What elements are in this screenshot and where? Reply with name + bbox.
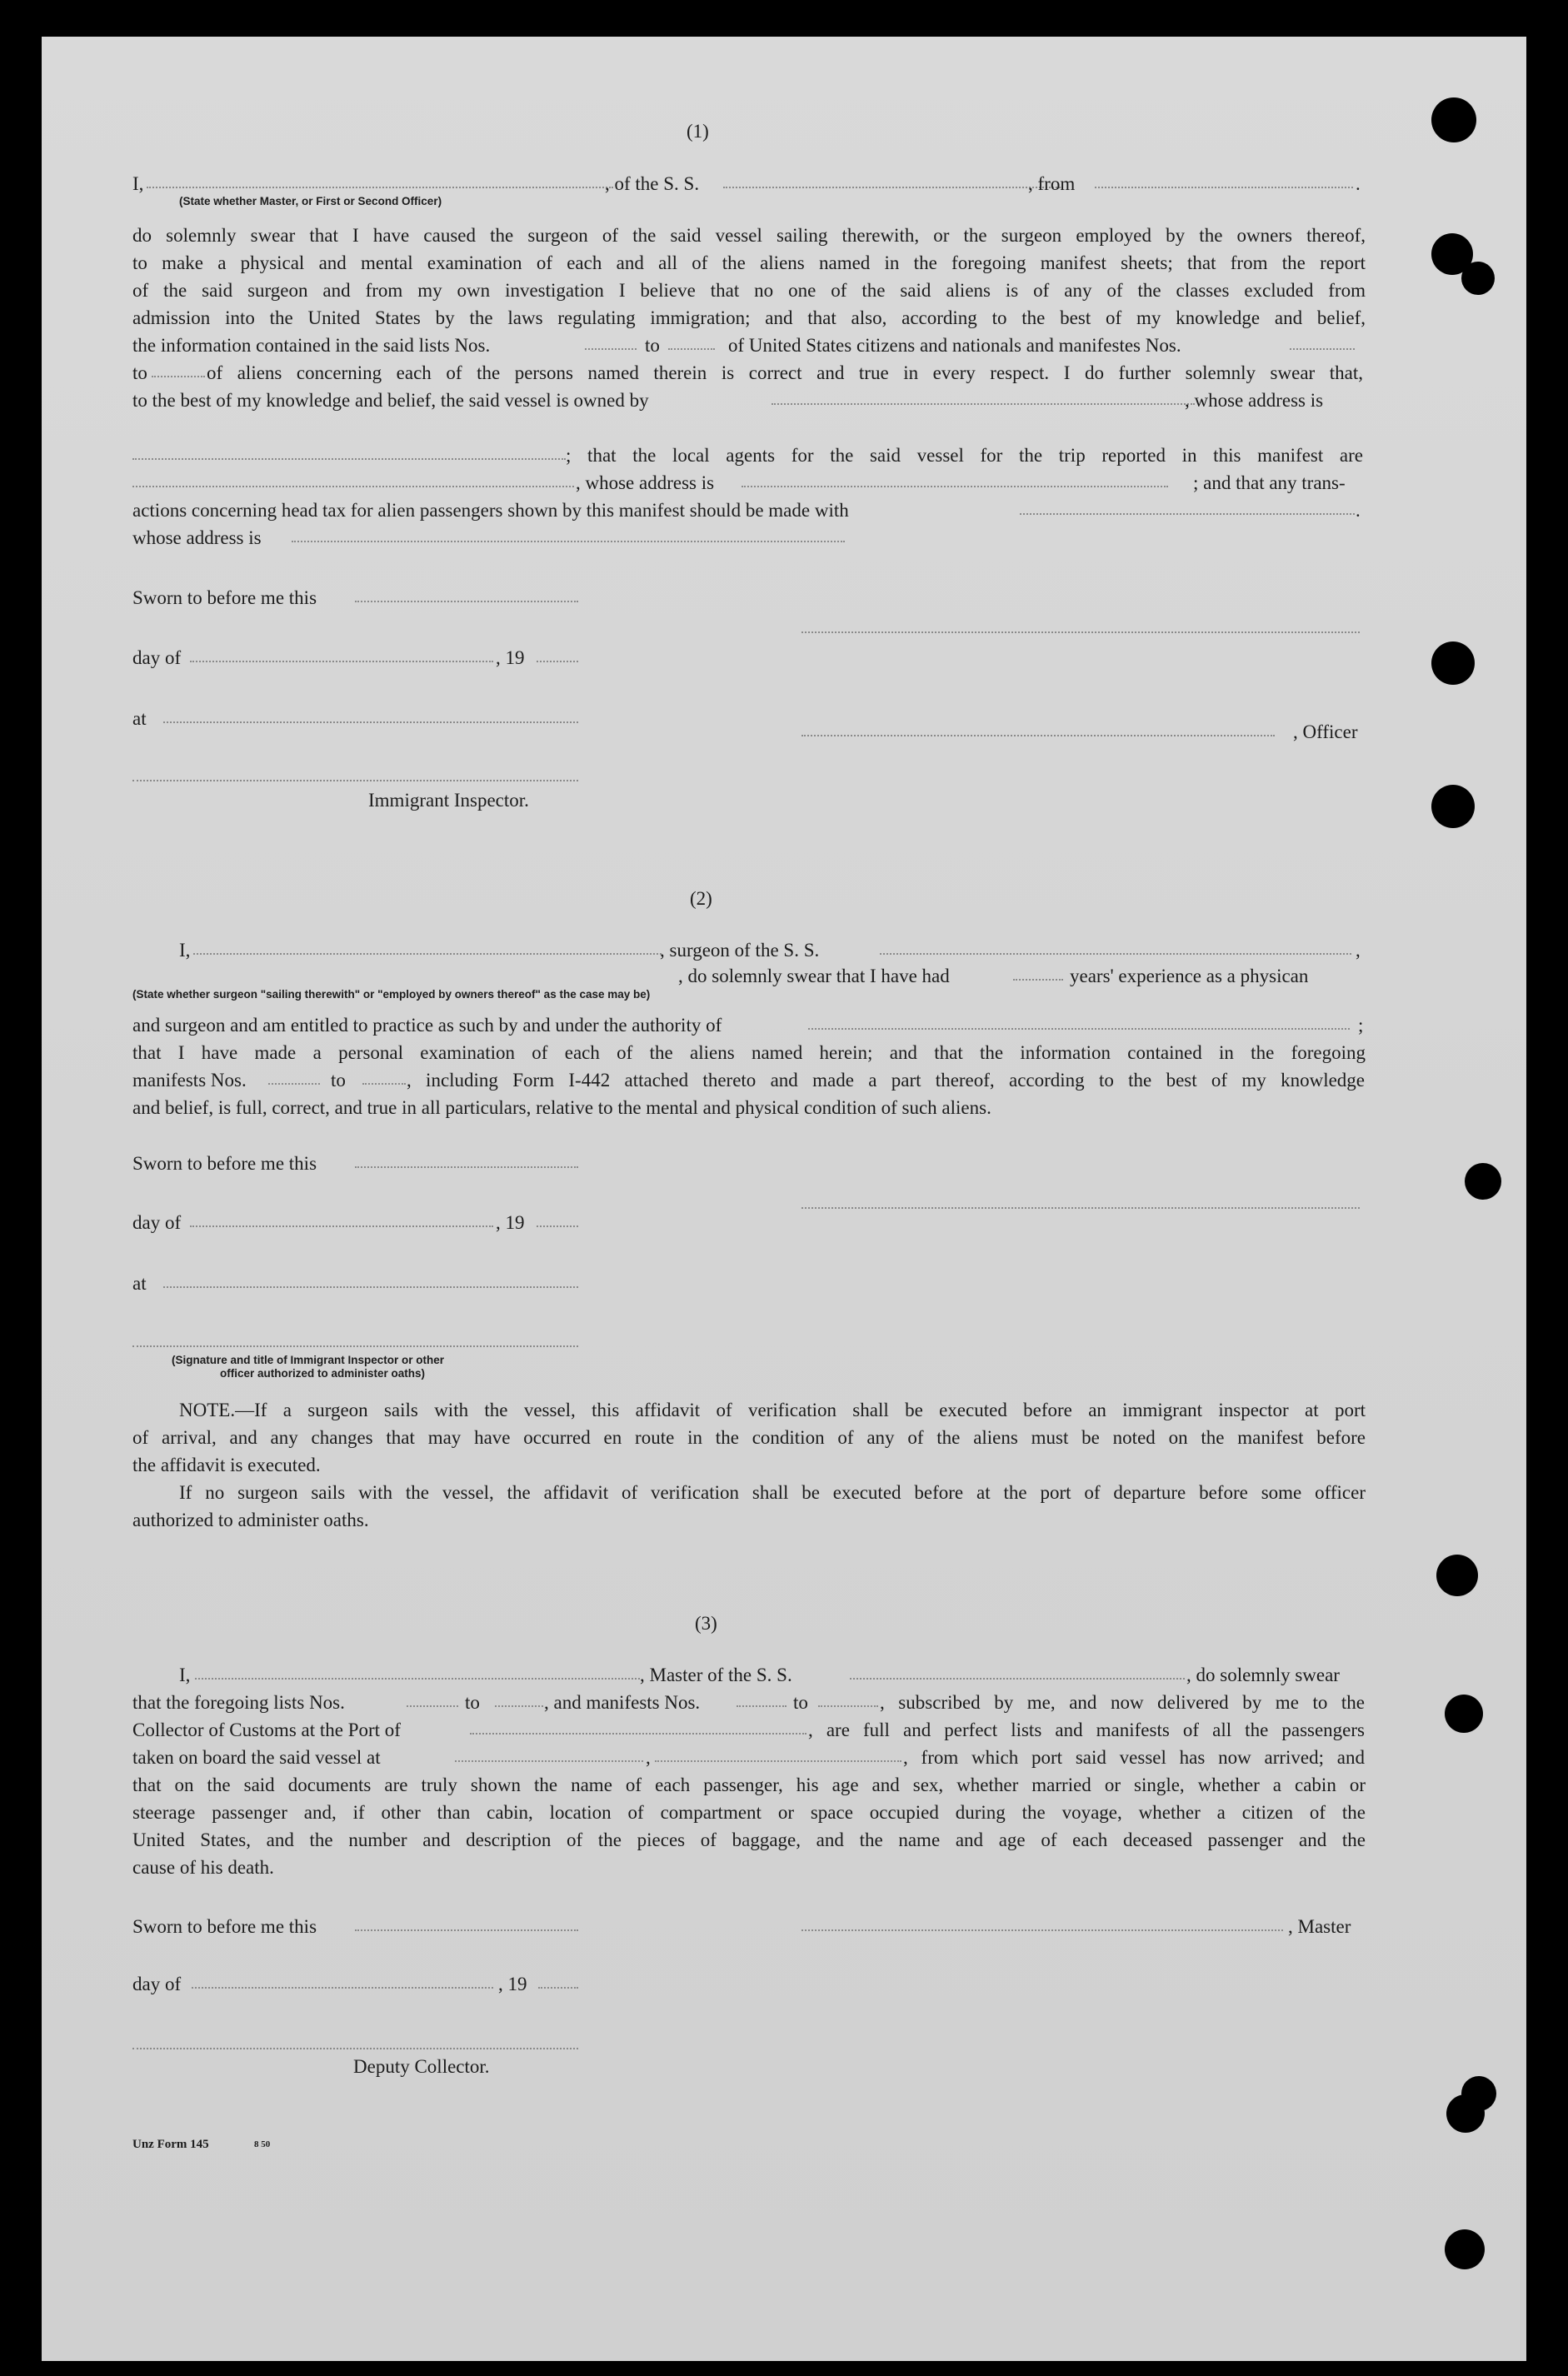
- s1-correct-text: of aliens concerning each of the persons named therein is correct and true in every respect. I do further solemnly swear that,: [207, 362, 1363, 383]
- s2-experience-label: years' experience as a physican: [1070, 966, 1309, 986]
- s3-manifests-label: , and manifests Nos.: [544, 1692, 701, 1713]
- s3-to-label: to: [465, 1692, 480, 1713]
- s3-lists-from-field[interactable]: [407, 1705, 458, 1707]
- s1-from-field[interactable]: [1095, 187, 1353, 188]
- s1-to-label: to: [645, 335, 660, 356]
- s3-swear-label: , do solemnly swear: [1186, 1665, 1340, 1685]
- s3-sworn-label: Sworn to before me this: [132, 1916, 317, 1937]
- s2-month-field[interactable]: [190, 1225, 493, 1227]
- s1-year-label: , 19: [496, 647, 525, 668]
- s1-agents-field[interactable]: [132, 486, 574, 487]
- s3-lists-label: that the foregoing lists Nos.: [132, 1692, 345, 1713]
- s1-text-line: to make a physical and mental examination of each and all of the aliens named in the foregoing manifest sheets; that from the report: [132, 252, 1366, 273]
- s1-officer-signature-field[interactable]: [801, 735, 1275, 736]
- s2-place-field[interactable]: [163, 1286, 578, 1288]
- section-1-number: (1): [687, 121, 709, 142]
- s1-lists-from-field[interactable]: [585, 348, 637, 350]
- s1-from-label: , from: [1028, 173, 1076, 194]
- s1-inspector-field[interactable]: [132, 780, 578, 781]
- form-code: 8 50: [254, 2139, 271, 2149]
- s1-head-tax-field[interactable]: [1020, 513, 1355, 515]
- s1-head-tax-address-field[interactable]: [292, 541, 845, 542]
- s1-whose-address-label: , whose address is: [1185, 390, 1324, 411]
- s1-citizens-label: of United States citizens and nationals and manifestes Nos.: [728, 335, 1181, 356]
- s2-authority-label: and surgeon and am entitled to practice as such by and under the authority of: [132, 1015, 722, 1036]
- s3-master-name-field[interactable]: [195, 1678, 640, 1680]
- s2-comma: ,: [1356, 940, 1361, 961]
- s2-text-line: that I have made a personal examination of each of the aliens named herein; and that the information contained in the foregoing: [132, 1042, 1366, 1063]
- s3-lists-to-field[interactable]: [495, 1705, 543, 1707]
- binder-hole: [1436, 1555, 1478, 1596]
- s3-text-line: that on the said documents are truly shown the name of each passenger, his age and sex, whether married or single, whether a cabin or: [132, 1775, 1366, 1795]
- s1-text-line: of the said surgeon and from my own investigation I believe that no one of the said aliens is of any of the classes excluded from: [132, 280, 1366, 301]
- s2-sworn-label: Sworn to before me this: [132, 1153, 317, 1174]
- s3-text-line: United States, and the number and description of the pieces of baggage, and the name and age of each deceased passenger and the: [132, 1829, 1366, 1850]
- s3-comma: ,: [646, 1747, 651, 1768]
- s1-owned-label: to the best of my knowledge and belief, the said vessel is owned by: [132, 390, 649, 411]
- s3-month-field[interactable]: [192, 1987, 493, 1989]
- s2-day-of-label: day of: [132, 1212, 182, 1233]
- s1-owner-field[interactable]: [772, 403, 1195, 405]
- binder-hole: [1461, 262, 1495, 295]
- s1-month-field[interactable]: [190, 661, 493, 662]
- s1-officer-note: (State whether Master, or First or Second Officer): [179, 195, 442, 207]
- s3-manifests-to-field[interactable]: [818, 1705, 878, 1707]
- s1-text-line: admission into the United States by the laws regulating immigration; and that also, according to the best of my knowledge and belief,: [132, 307, 1366, 328]
- s1-officer-name-field[interactable]: [147, 187, 613, 188]
- s1-at-label: at: [132, 708, 147, 729]
- s1-sworn-label: Sworn to before me this: [132, 587, 317, 608]
- s1-agents-address-label: , whose address is: [576, 472, 715, 493]
- s3-day-of-label: day of: [132, 1974, 182, 1994]
- s3-manifests-from-field[interactable]: [737, 1705, 786, 1707]
- document-page: [42, 37, 1526, 2361]
- s1-signature-field[interactable]: [801, 631, 1360, 633]
- s1-vessel-field[interactable]: [723, 187, 1063, 188]
- s2-signature-field[interactable]: [801, 1207, 1360, 1209]
- s3-taken-label: taken on board the said vessel at: [132, 1747, 381, 1768]
- s1-agents-address-field[interactable]: [742, 486, 1168, 487]
- s2-manifests-to-field[interactable]: [362, 1083, 406, 1085]
- s1-owner-address-field[interactable]: [132, 458, 566, 460]
- s1-period: .: [1356, 173, 1361, 194]
- s2-note-line: NOTE.—If a surgeon sails with the vessel, this affidavit of verification shall be executed before an immigrant inspector at port: [179, 1400, 1366, 1420]
- binder-hole: [1465, 1163, 1501, 1200]
- s3-master-sig-label: , Master: [1288, 1916, 1351, 1937]
- form-number: Unz Form 145: [132, 2138, 209, 2151]
- s2-semicolon: ;: [1358, 1015, 1364, 1036]
- s2-manifests-from-field[interactable]: [268, 1083, 320, 1085]
- s3-year-field[interactable]: [538, 1987, 578, 1989]
- s1-place-field[interactable]: [163, 721, 578, 723]
- s1-head-tax-text: actions concerning head tax for alien passengers shown by this manifest should be made with: [132, 500, 849, 521]
- s3-to-label-2: to: [793, 1692, 808, 1713]
- s2-note-line: of arrival, and any changes that may have occurred en route in the condition of any of the aliens must be noted on the manifest before: [132, 1427, 1366, 1448]
- s3-port-label: Collector of Customs at the Port of: [132, 1720, 401, 1740]
- s3-port-field[interactable]: [470, 1733, 806, 1735]
- s1-agents-text: ; that the local agents for the said vessel for the trip reported in this manifest are: [566, 445, 1363, 466]
- s1-period-2: .: [1356, 500, 1361, 521]
- s1-sworn-day-field[interactable]: [355, 601, 578, 602]
- s3-vessel-field[interactable]: [850, 1678, 1185, 1680]
- s2-note2-line-last: authorized to administer oaths.: [132, 1510, 369, 1530]
- s1-text-line: do solemnly swear that I have caused the surgeon of the said vessel sailing therewith, or the surgeon employed by the owners thereof,: [132, 225, 1366, 246]
- s2-authority-field[interactable]: [808, 1028, 1350, 1030]
- s3-arrived-text: , from which port said vessel has now arrived; and: [903, 1747, 1365, 1768]
- s1-inspector-label: Immigrant Inspector.: [368, 790, 529, 811]
- s2-vessel-field[interactable]: [880, 953, 1351, 955]
- s3-taken-country-field[interactable]: [655, 1760, 901, 1762]
- s2-signature-note: (Signature and title of Immigrant Inspector or other: [172, 1354, 445, 1366]
- s3-master-label: , Master of the S. S.: [640, 1665, 792, 1685]
- s2-surgeon-note: (State whether surgeon "sailing therewith" or "employed by owners thereof" as the case may be): [132, 988, 651, 1001]
- section-3-number: (3): [695, 1613, 717, 1634]
- section-2-number: (2): [690, 888, 712, 909]
- s2-signature-note-2: officer authorized to administer oaths): [220, 1367, 426, 1380]
- s1-manifests-from-field[interactable]: [1290, 348, 1355, 350]
- binder-hole: [1445, 2229, 1485, 2269]
- s1-to-label-2: to: [132, 362, 147, 383]
- s3-text-line: steerage passenger and, if other than cabin, location of compartment or space occupied during the voyage, whether a citizen of the: [132, 1802, 1366, 1823]
- binder-hole: [1431, 641, 1475, 685]
- binder-hole: [1446, 2094, 1485, 2133]
- s1-year-field[interactable]: [537, 661, 578, 662]
- s3-deputy-signature-field[interactable]: [132, 2048, 578, 2049]
- s3-sworn-day-field[interactable]: [355, 1929, 578, 1931]
- s2-at-label: at: [132, 1273, 147, 1294]
- s3-i-label: I,: [179, 1665, 191, 1685]
- s1-lists-to-field[interactable]: [668, 348, 715, 350]
- s1-trans-text: ; and that any trans-: [1193, 472, 1346, 493]
- s2-sworn-day-field[interactable]: [355, 1166, 578, 1168]
- s3-perfect-lists-text: , are full and perfect lists and manifests of all the passengers: [808, 1720, 1365, 1740]
- s3-subscribed-text: , subscribed by me, and now delivered by me to the: [880, 1692, 1365, 1713]
- s3-text-line-last: cause of his death.: [132, 1857, 274, 1878]
- s2-manifests-label: manifests Nos.: [132, 1070, 247, 1091]
- s2-note-line-last: the affidavit is executed.: [132, 1455, 321, 1475]
- s2-surgeon-label: , surgeon of the S. S.: [660, 940, 820, 961]
- s2-year-label: , 19: [496, 1212, 525, 1233]
- s2-inspector-signature-field[interactable]: [132, 1345, 578, 1347]
- s1-of-ss-label: , of the S. S.: [605, 173, 700, 194]
- s2-text-line-last: and belief, is full, correct, and true in all particulars, relative to the mental and physical condition of such aliens.: [132, 1097, 991, 1118]
- s3-master-signature-field[interactable]: [801, 1929, 1283, 1931]
- binder-hole: [1431, 97, 1476, 142]
- s2-form-text: , including Form I-442 attached thereto and made a part thereof, according to the best of my knowledge: [407, 1070, 1365, 1091]
- s1-whose-address-label-2: whose address is: [132, 527, 262, 548]
- s2-swear-label: , do solemnly swear that I have had: [678, 966, 950, 986]
- s3-deputy-label: Deputy Collector.: [353, 2056, 490, 2077]
- binder-hole: [1445, 1695, 1483, 1733]
- s2-i-label: I,: [179, 940, 191, 961]
- s1-officer-label: , Officer: [1293, 721, 1358, 742]
- s2-note2-line: If no surgeon sails with the vessel, the affidavit of verification shall be executed before at the port of departure before some officer: [179, 1482, 1366, 1503]
- s2-years-field[interactable]: [1013, 979, 1063, 981]
- binder-hole: [1431, 785, 1475, 828]
- s1-manifests-to-field[interactable]: [152, 376, 205, 377]
- s1-lists-nos-label: the information contained in the said lists Nos.: [132, 335, 491, 356]
- s2-year-field[interactable]: [537, 1225, 578, 1227]
- s2-surgeon-name-field[interactable]: [193, 953, 662, 955]
- s3-year-label: , 19: [498, 1974, 527, 1994]
- s1-i-label: I,: [132, 173, 144, 194]
- s1-day-of-label: day of: [132, 647, 182, 668]
- s2-to-label: to: [331, 1070, 346, 1091]
- s3-taken-place-field[interactable]: [455, 1760, 643, 1762]
